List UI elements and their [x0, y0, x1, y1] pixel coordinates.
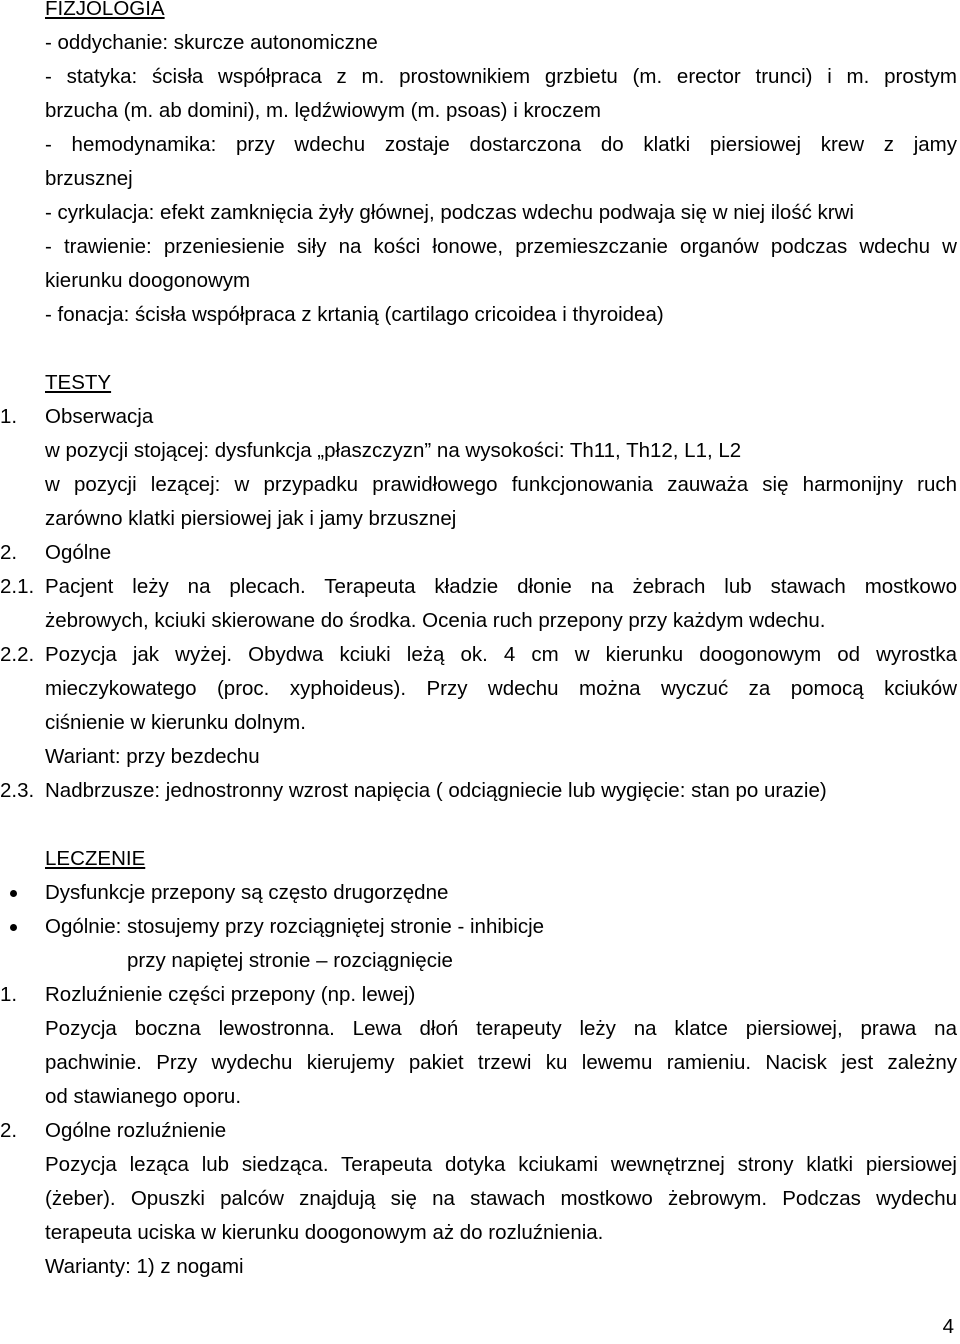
section-heading-fizjologia: FIZJOLOGIA: [45, 0, 165, 20]
list-number: 2.3.: [0, 779, 35, 802]
list-text: Ogólne: [45, 541, 112, 564]
bullet-text: Dysfunkcje przepony są często drugorzędne: [45, 881, 449, 904]
list-text: mieczykowatego (proc. xyphoideus). Przy wdechu można wyczuć za pomocą kciuków: [45, 677, 957, 700]
list-text: Wariant: przy bezdechu: [45, 745, 260, 768]
list-text: (żeber). Opuszki palców znajdują się na stawach mostkowo żebrowym. Podczas wydechu: [45, 1187, 957, 1210]
list-text: Ogólne rozluźnienie: [45, 1119, 227, 1142]
list-text: Warianty: 1) z nogami: [45, 1255, 244, 1278]
list-text: żebrowych, kciuki skierowane do środka. Ocenia ruch przepony przy każdym wdechu.: [45, 609, 826, 632]
list-text: ciśnienie w kierunku dolnym.: [45, 711, 306, 734]
list-item: [0, 1114, 957, 1148]
text-line: - fonacja: ścisła współpraca z krtanią (cartilago cricoidea i thyroidea): [45, 303, 664, 326]
list-number: 1.: [0, 983, 18, 1006]
list-number: 2.2.: [0, 643, 35, 666]
bullet-icon: [10, 890, 17, 897]
text-line: - oddychanie: skurcze autonomiczne: [45, 31, 378, 54]
bullet-item: [45, 876, 957, 910]
list-item: [0, 570, 957, 604]
list-text: Nadbrzusze: jednostronny wzrost napięcia ( odciągniecie lub wygięcie: stan po urazie): [45, 779, 827, 802]
list-item: [0, 978, 957, 1012]
list-text: Pozycja boczna lewostronna. Lewa dłoń terapeuty leży na klatce piersiowej, prawa na: [45, 1017, 957, 1040]
text-line: - trawienie: przeniesienie siły na kości łonowe, przemieszczanie organów podczas wdechu w: [45, 235, 957, 258]
text-line: - cyrkulacja: efekt zamknięcia żyły głównej, podczas wdechu podwaja się w niej ilość krwi: [45, 201, 854, 224]
text-line: - hemodynamika: przy wdechu zostaje dostarczona do klatki piersiowej krew z jamy: [45, 133, 957, 156]
list-text: Obserwacja: [45, 405, 154, 428]
list-item: [0, 638, 957, 672]
list-item: [0, 400, 957, 434]
text-line: brzusznej: [45, 167, 133, 190]
text-line: kierunku doogonowym: [45, 269, 251, 292]
list-text: w pozycji lezącej: w przypadku prawidłowego funkcjonowania zauważa się harmonijny ruch: [45, 473, 957, 496]
section-heading-testy: TESTY: [45, 371, 112, 394]
bullet-icon: [10, 924, 17, 931]
list-text: terapeuta uciska w kierunku doogonowym aż do rozluźnienia.: [45, 1221, 604, 1244]
list-number: 2.1.: [0, 575, 35, 598]
list-text: zarówno klatki piersiowej jak i jamy brzusznej: [45, 507, 457, 530]
list-text: pachwinie. Przy wydechu kierujemy pakiet trzewi ku lewemu ramieniu. Nacisk jest zależny: [45, 1051, 957, 1074]
list-item: [0, 536, 957, 570]
text-line: - statyka: ścisła współpraca z m. prostownikiem grzbietu (m. erector trunci) i m. prostym: [45, 65, 957, 88]
bullet-item: [45, 910, 957, 944]
list-text: Pozycja jak wyżej. Obydwa kciuki leżą ok. 4 cm w kierunku doogonowym od wyrostka: [45, 643, 957, 666]
list-text: Rozluźnienie części przepony (np. lewej): [45, 983, 416, 1006]
list-number: 2.: [0, 541, 18, 564]
page-number: 4: [942, 1315, 954, 1338]
list-text: od stawianego oporu.: [45, 1085, 242, 1108]
bullet-continuation: przy napiętej stronie – rozciągnięcie: [127, 949, 453, 972]
bullet-text: Ogólnie: stosujemy przy rozciągniętej stronie - inhibicje: [45, 915, 545, 938]
section-heading-leczenie: LECZENIE: [45, 847, 146, 870]
list-text: Pozycja leząca lub siedząca. Terapeuta dotyka kciukami wewnętrznej strony klatki piersiowej: [45, 1153, 957, 1176]
text-line: brzucha (m. ab domini), m. lędźwiowym (m. psoas) i kroczem: [45, 99, 601, 122]
list-item: [0, 774, 957, 808]
list-number: 1.: [0, 405, 18, 428]
list-number: 2.: [0, 1119, 18, 1142]
list-text: w pozycji stojącej: dysfunkcja „płaszczyzn” na wysokości: Th11, Th12, L1, L2: [45, 439, 742, 462]
list-text: Pacjent leży na plecach. Terapeuta kładzie dłonie na żebrach lub stawach mostkowo: [45, 575, 957, 598]
